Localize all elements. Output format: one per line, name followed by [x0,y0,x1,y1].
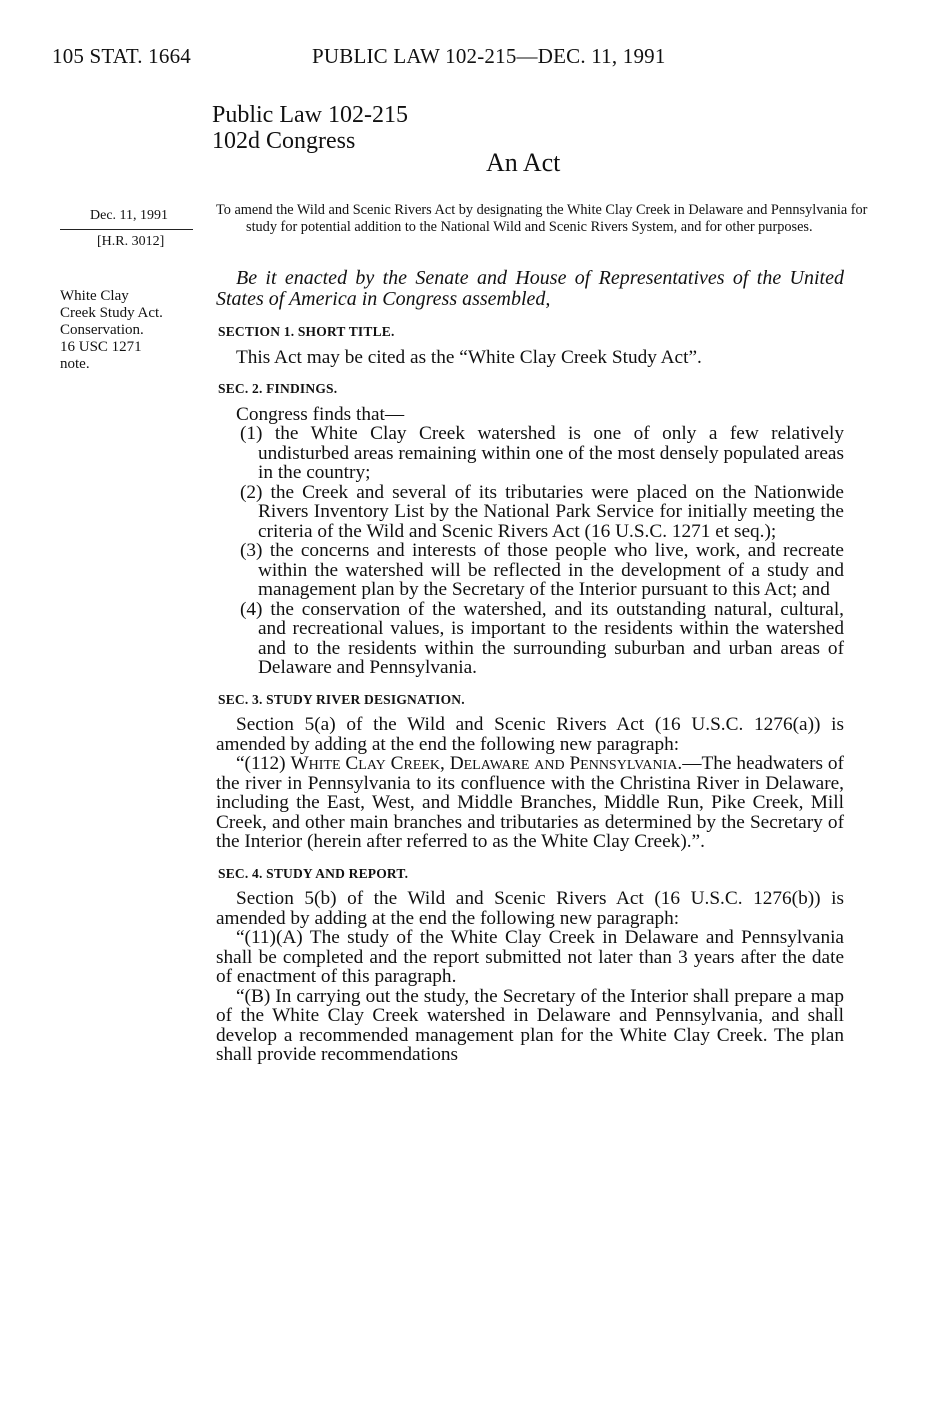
enacting-clause: Be it enacted by the Senate and House of Representatives of the United States of America in Congress assembled, [216,267,844,310]
section-1-text: This Act may be cited as the “White Clay Creek Study Act”. [236,346,702,368]
running-header: PUBLIC LAW 102-215—DEC. 11, 1991 [312,44,666,68]
section-2-heading: SEC. 2. FINDINGS. [218,381,338,396]
margin-note [60,288,220,373]
finding-2: (2) the Creek and several of its tributaries were placed on the Nationwide Rivers Inventory List by the National Park Service for initially meeting the criteria of the Wild and Scenic Rivers Act (16 U.S.C. 1271 et seq.); [240,481,844,542]
act-heading: An Act [486,148,561,177]
purpose-statement: To amend the Wild and Scenic Rivers Act by designating the White Clay Creek in Delaware and Pennsylvania for study for potential addition to the National Wild and Scenic Rivers System, and for other purposes. [216,202,868,235]
paragraph-caption: White Clay Creek, Delaware and Pennsylvania. [290,753,683,774]
margin-note-line: Creek Study Act. [60,305,163,321]
finding-4: (4) the conservation of the watershed, and its outstanding natural, cultural, and recreational values, is important to the residents within the watershed and to the residents within the surrounding suburban and urban areas of Delaware and Pennsylvania. [240,598,844,678]
section-1-heading: SECTION 1. SHORT TITLE. [218,324,395,339]
section-2-intro: Congress finds that— [236,403,405,425]
law-number: Public Law 102-215 [212,102,408,128]
margin-bill-number: [H.R. 3012] [97,234,165,249]
section-4-heading: SEC. 4. STUDY AND REPORT. [218,865,409,881]
congress-number: 102d Congress [212,128,356,154]
margin-note-line: note. [60,356,90,372]
finding-3: (3) the concerns and interests of those people who live, work, and recreate within the watershed will be reflected in the development of a study and management plan by the Secretary of the Interior pursuant to this Act; and [240,540,844,600]
statute-page-number: 105 STAT. 1664 [52,44,191,68]
margin-note-line: Conservation. [60,322,144,338]
section-4-paragraph-b: “(B) In carrying out the study, the Secretary of the Interior shall prepare a map of the White Clay Creek watershed in Delaware and Pennsylvania, and shall develop a recommended management plan for the White Clay Creek. The plan shall provide recommendations [216,985,844,1065]
margin-divider [60,229,193,230]
section-4-text: Section 5(b) of the Wild and Scenic Rivers Act (16 U.S.C. 1276(b)) is amended by adding at the end the following new paragraph: [216,888,844,929]
paragraph-lead: “(112) [236,753,291,774]
margin-date: Dec. 11, 1991 [90,208,169,223]
section-3-paragraph-112 [216,754,844,852]
margin-note-line: 16 USC 1271 [60,339,142,355]
section-4-paragraph-a: “(11)(A) The study of the White Clay Creek in Delaware and Pennsylvania shall be completed and the report submitted not later than 3 years after the date of enactment of this paragraph. [216,927,844,987]
act-body [216,268,844,1065]
section-3-text: Section 5(a) of the Wild and Scenic Rivers Act (16 U.S.C. 1276(a)) is amended by adding at the end the following new paragraph: [216,714,844,755]
section-3-heading: SEC. 3. STUDY RIVER DESIGNATION. [218,691,465,707]
finding-1: (1) the White Clay Creek watershed is one of only a few relatively undisturbed areas remaining within one of the most densely populated areas in the country; [240,423,844,483]
paragraph-body: —The headwaters of the river in Pennsylvania to its confluence with the Christina River in Delaware, including the East, West, and Middle Branches, Middle Run, Pike Creek, Mill Creek, and other main branches and tributaries as determined by the Secretary of the Interior (herein after referred to as the White Clay Creek).”. [216,753,844,852]
margin-note-line: White Clay [60,288,129,304]
